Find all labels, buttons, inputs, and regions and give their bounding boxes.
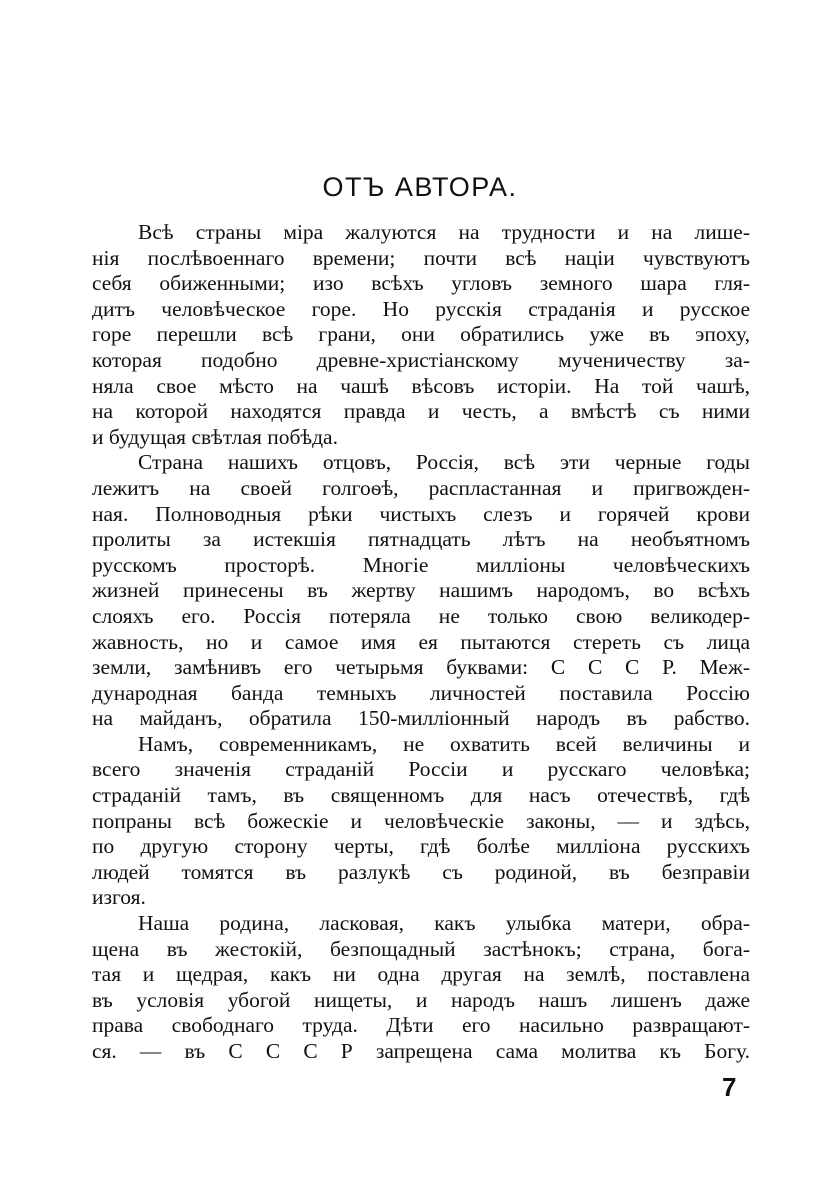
text-line: страданій тамъ, въ священномъ для насъ отечествѣ, гдѣ (92, 783, 750, 808)
text-line: нія послѣвоеннаго времени; почти всѣ націи чувствуютъ (92, 245, 750, 270)
text-line: которая подобно древне-христіанскому мученичеству за- (92, 347, 750, 372)
text-line: себя обиженными; изо всѣхъ угловъ земного шара гля- (92, 271, 750, 296)
text-line: ная. Полноводныя рѣки чистыхъ слезъ и горячей крови (92, 501, 750, 526)
text-line: ся. — въ С С С Р запрещена сама молитва къ Богу. (92, 1039, 750, 1063)
paragraph-4 (92, 911, 750, 1065)
page-number: 7 (722, 1072, 737, 1102)
text-line: Страна нашихъ отцовъ, Россія, всѣ эти черные годы (138, 450, 750, 475)
text-line: земли, замѣнивъ его четырьмя буквами: С С С Р. Меж- (92, 655, 750, 680)
text-line: пролиты за истекшія пятнадцать лѣтъ на необъятномъ (92, 527, 750, 552)
text-line: Намъ, современникамъ, не охватить всей величины и (138, 731, 750, 756)
text-line: щена въ жестокій, безпощадный застѣнокъ; страна, бога- (92, 936, 750, 961)
text-line: Наша родина, ласковая, какъ улыбка матери, обра- (138, 911, 750, 936)
paragraph-1 (92, 220, 750, 450)
text-line: русскомъ просторѣ. Многіе милліоны человѣческихъ (92, 552, 750, 577)
text-line: изгоя. (92, 885, 146, 910)
text-line: лежитъ на своей голгоѳѣ, распластанная и пригвожден- (92, 475, 750, 500)
text-line: въ условія убогой нищеты, и народъ нашъ лишенъ даже (92, 987, 750, 1012)
text-line: Всѣ страны міра жалуются на трудности и на лише- (138, 220, 750, 244)
text-line: горе перешли всѣ грани, они обратились уже въ эпоху, (92, 322, 750, 347)
text-line: всего значенія страданій Россіи и русскаго человѣка; (92, 757, 750, 782)
text-line: людей томятся въ разлукѣ съ родиной, въ безправіи (92, 859, 750, 884)
text-line: попраны всѣ божескіе и человѣческіе законы, — и здѣсь, (92, 808, 750, 833)
text-line: по другую сторону черты, гдѣ болѣе милліона русскихъ (92, 834, 750, 859)
page-title: ОТЪ АВТОРА. (322, 172, 518, 202)
text-line: дународная банда темныхъ личностей поставила Россію (92, 680, 750, 705)
text-line: права свободнаго труда. Дѣти его насильно развращают- (92, 1013, 750, 1038)
text-line: дитъ человѣческое горе. Но русскія страданія и русское (92, 296, 750, 321)
text-line: на майданъ, обратила 150-милліонный народъ въ рабство. (92, 706, 750, 731)
paragraph-2 (92, 450, 750, 732)
text-line: слояхъ его. Россія потеряла не только свою великодер- (92, 603, 750, 628)
text-line: жизней принесены въ жертву нашимъ народомъ, во всѣхъ (92, 578, 750, 603)
text-line: тая и щедрая, какъ ни одна другая на землѣ, поставлена (92, 962, 750, 987)
text-line: на которой находятся правда и честь, а вмѣстѣ съ ними (92, 399, 750, 424)
body-text (92, 220, 750, 1065)
text-line: и будущая свѣтлая побѣда. (92, 424, 338, 449)
paragraph-3 (92, 732, 750, 911)
text-line: жавность, но и самое имя ея пытаются стереть съ лица (92, 629, 750, 654)
text-line: няла свое мѣсто на чашѣ вѣсовъ исторіи. На той чашѣ, (92, 373, 750, 398)
